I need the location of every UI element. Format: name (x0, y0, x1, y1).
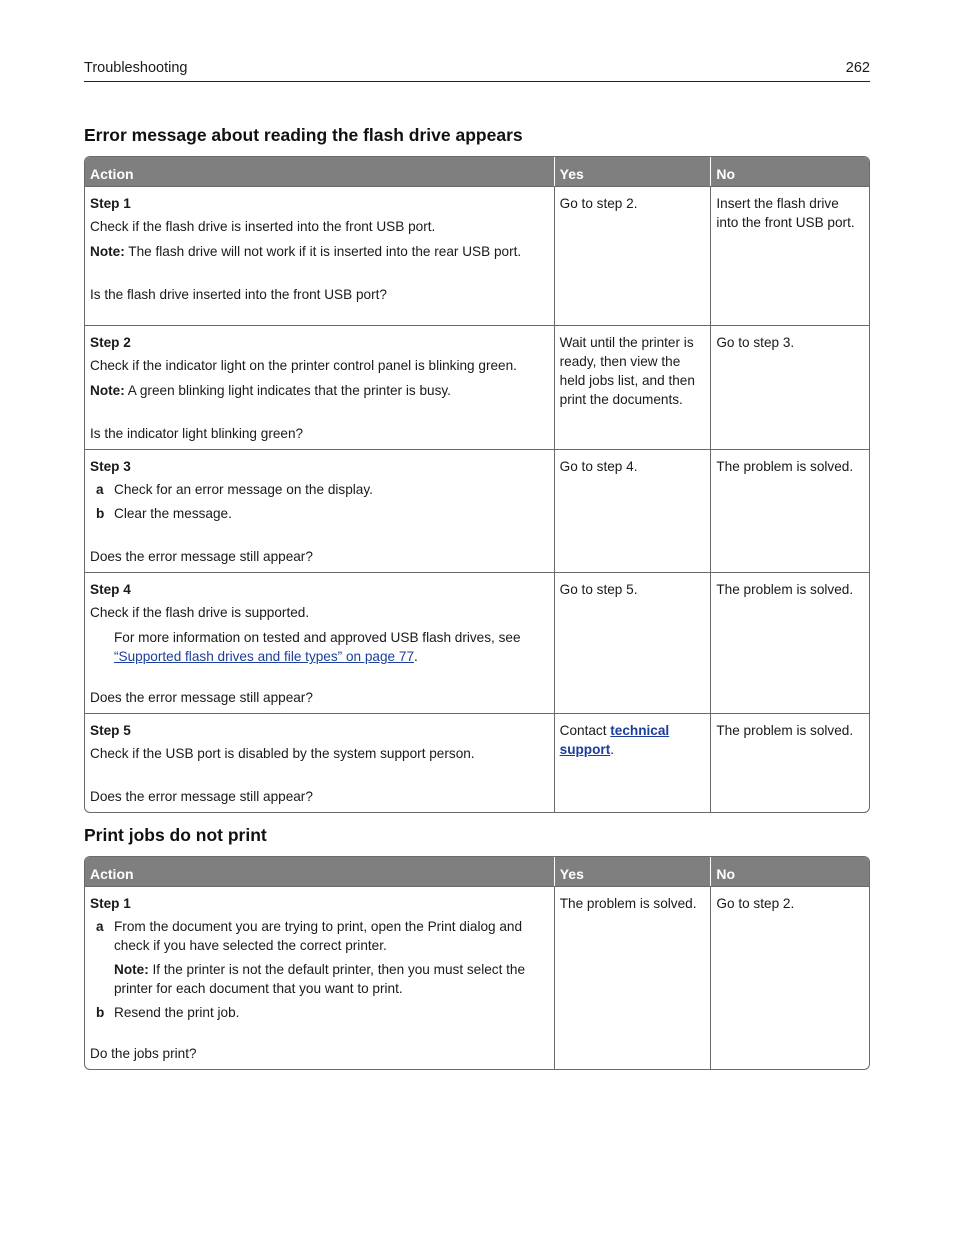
step-instruction: Check if the flash drive is supported. (90, 605, 310, 620)
info-end: . (414, 649, 418, 664)
action-cell (85, 325, 555, 449)
table-row (85, 886, 869, 1069)
list-item (90, 1003, 549, 1022)
yes-cell: Go to step 4. (555, 449, 712, 572)
list-item (90, 504, 549, 523)
list-item-text: From the document you are trying to print, open the Print dialog and check if you have selected the correct printer. (114, 919, 523, 953)
yes-cell: Go to step 2. (555, 186, 712, 325)
note-label: Note: (90, 244, 125, 259)
page-header (84, 60, 870, 82)
yes-cell (555, 713, 712, 812)
list-marker: a (96, 919, 104, 934)
list-marker: a (96, 482, 104, 497)
column-header-action: Action (85, 157, 555, 186)
table-row (85, 449, 869, 572)
note-text: If the printer is not the default printer, then you must select the printer for each document that you want to print. (114, 962, 526, 996)
note-label: Note: (90, 383, 125, 398)
step-instruction: Check if the indicator light on the printer control panel is blinking green. (90, 358, 517, 373)
supported-flash-drives-link[interactable]: “Supported flash drives and file types” on page 77 (114, 649, 415, 664)
step-question: Does the error message still appear? (90, 549, 313, 564)
column-header-yes: Yes (555, 857, 712, 886)
action-cell (85, 186, 555, 325)
column-header-no: No (711, 157, 869, 186)
info-paragraph (90, 628, 549, 666)
step-title: Step 1 (90, 196, 131, 211)
note (90, 242, 549, 261)
list-marker: b (96, 1005, 105, 1020)
no-cell: The problem is solved. (711, 449, 869, 572)
note-text: The flash drive will not work if it is inserted into the rear USB port. (124, 244, 522, 259)
table-row (85, 572, 869, 713)
technical-support-link[interactable]: technical support (559, 723, 670, 757)
table-row (85, 325, 869, 449)
info-text: For more information on tested and approved USB flash drives, see (114, 630, 521, 645)
list-item (90, 917, 549, 955)
step-question: Does the error message still appear? (90, 789, 313, 804)
yes-suffix: . (610, 742, 615, 757)
step-instruction: Check if the USB port is disabled by the system support person. (90, 746, 475, 761)
column-header-action: Action (85, 857, 555, 886)
yes-prefix: Contact (559, 723, 611, 738)
action-cell (85, 713, 555, 812)
no-cell: Insert the flash drive into the front USB port. (711, 186, 869, 325)
table-row (85, 713, 869, 812)
column-header-no: No (711, 857, 869, 886)
header-page-number: 262 (845, 60, 870, 76)
step-title: Step 3 (90, 459, 131, 474)
table-header-row (85, 857, 869, 886)
step-title: Step 1 (90, 896, 131, 911)
note-label: Note: (114, 962, 149, 977)
no-cell: The problem is solved. (711, 713, 869, 812)
note (90, 381, 549, 400)
list-marker: b (96, 506, 105, 521)
action-cell (85, 886, 555, 1069)
no-cell: Go to step 3. (711, 325, 869, 449)
step-title: Step 2 (90, 335, 131, 350)
step-question: Is the indicator light blinking green? (90, 426, 304, 441)
step-title: Step 4 (90, 582, 131, 597)
note (90, 960, 549, 998)
yes-cell: Wait until the printer is ready, then view the held jobs list, and then print the documents. (555, 325, 712, 449)
yes-cell: Go to step 5. (555, 572, 712, 713)
flash-drive-troubleshooting-table (84, 156, 870, 813)
list-item-text: Check for an error message on the display. (114, 482, 373, 497)
yes-cell: The problem is solved. (555, 886, 712, 1069)
no-cell: The problem is solved. (711, 572, 869, 713)
section-title-print-jobs: Print jobs do not print (84, 825, 267, 845)
list-item-text: Resend the print job. (114, 1005, 240, 1020)
table-header-row (85, 157, 869, 186)
step-instruction: Check if the flash drive is inserted into the front USB port. (90, 219, 436, 234)
action-cell (85, 449, 555, 572)
note-text: A green blinking light indicates that the printer is busy. (124, 383, 451, 398)
list-item-text: Clear the message. (114, 506, 232, 521)
list-item (90, 480, 549, 499)
step-question: Does the error message still appear? (90, 690, 313, 705)
no-cell: Go to step 2. (711, 886, 869, 1069)
action-cell (85, 572, 555, 713)
step-question: Is the flash drive inserted into the front USB port? (90, 287, 387, 302)
step-title: Step 5 (90, 723, 131, 738)
column-header-yes: Yes (555, 157, 712, 186)
print-jobs-troubleshooting-table (84, 856, 870, 1070)
header-section-title: Troubleshooting (84, 60, 188, 76)
step-question: Do the jobs print? (90, 1046, 197, 1061)
table-row (85, 186, 869, 325)
section-title-flash-drive-error: Error message about reading the flash drive appears (84, 125, 523, 145)
